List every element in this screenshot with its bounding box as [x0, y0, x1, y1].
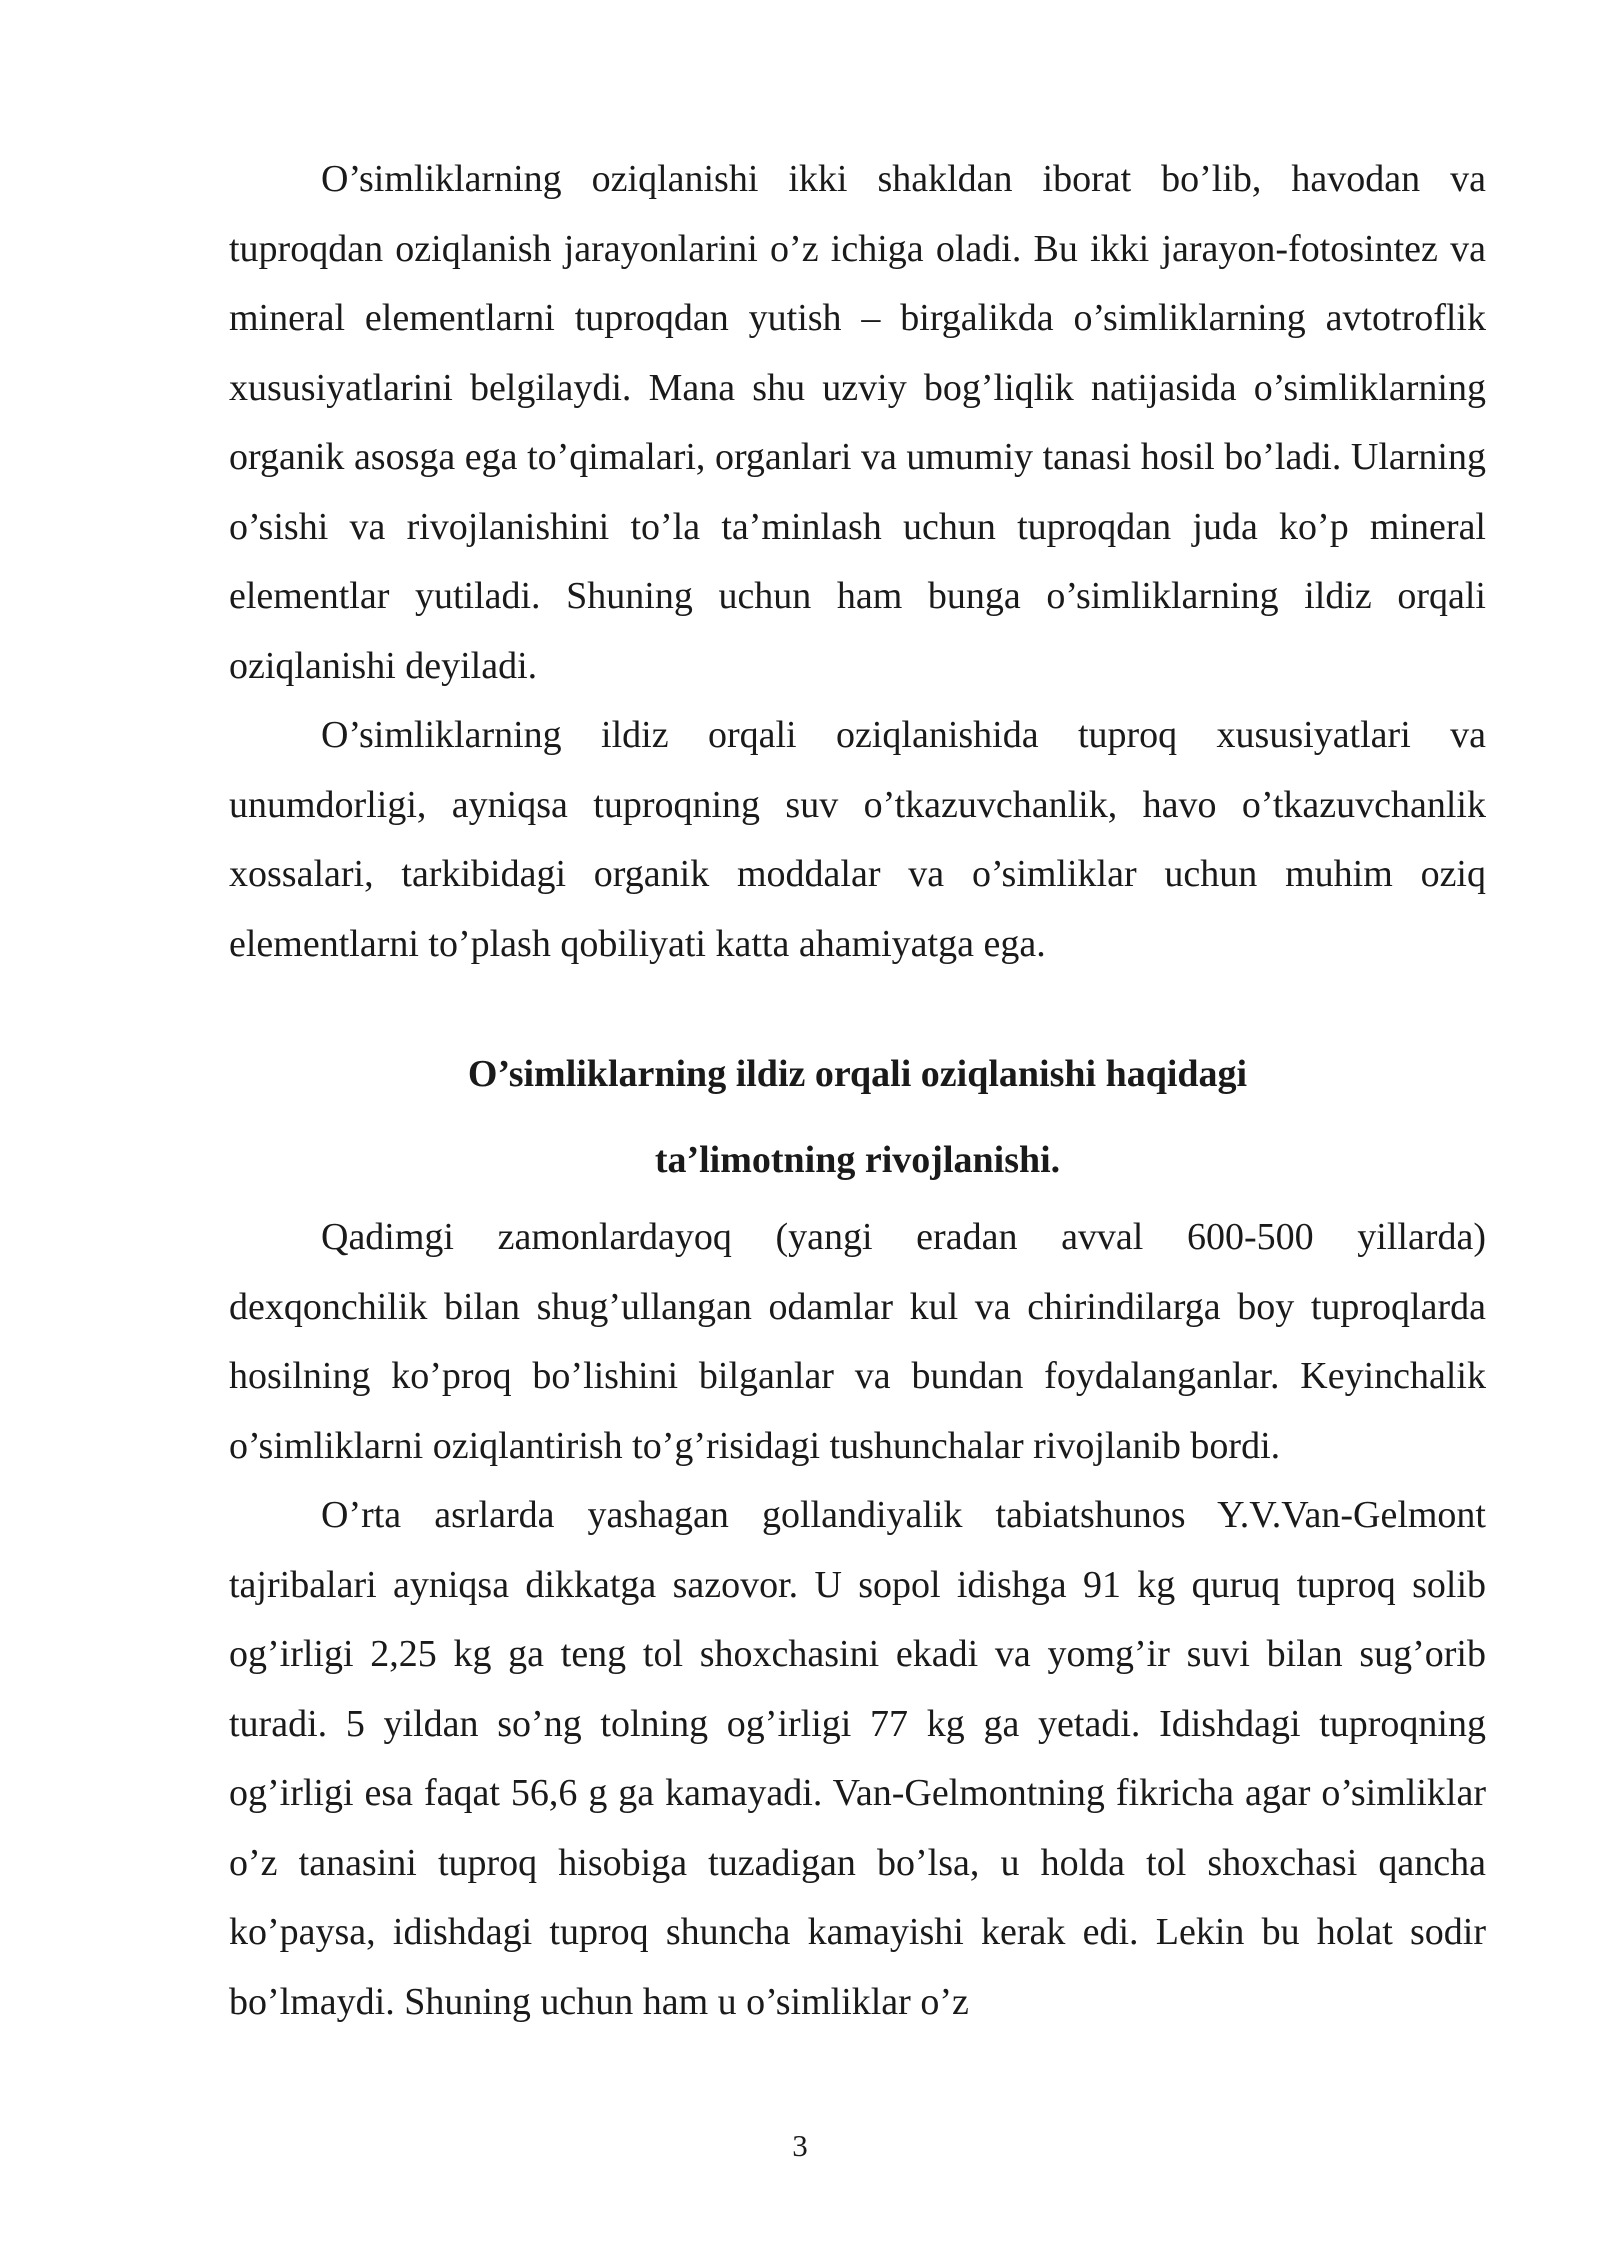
paragraph-van-gelmont: O’rta asrlarda yashagan gollandiyalik tabiatshunos Y.V.Van-Gelmont tajribalari ayniqsa dikkatga sazovor. U sopol idishga 91 kg quruq tuproq solib og’irligi 2,25 kg ga teng tol shoxchasini ekadi va yomg’ir suvi bilan sug’orib turadi. 5 yildan so’ng tolning og’irligi 77 kg ga yetadi. Idishdagi tuproqning og’irligi esa faqat 56,6 g ga kamayadi. Van-Gelmontning fikricha agar o’simliklar o’z tanasini tuproq hisobiga tuzadigan bo’lsa, u holda tol shoxchasi qancha ko’paysa, idishdagi tuproq shuncha kamayishi kerak edi. Lekin bu holat sodir bo’lmaydi. Shuning uchun ham u o’simliklar o’z — [229, 1494, 1486, 2023]
page-body — [229, 145, 1486, 2037]
section-heading — [229, 1031, 1486, 1203]
page-number: 3 — [792, 2128, 808, 2163]
paragraph-ancient-times: Qadimgi zamonlardayoq (yangi eradan avval 600-500 yillarda) dexqonchilik bilan shug’ullangan odamlar kul va chirindilarga boy tuproqlarda hosilning ko’proq bo’lishini bilganlar va bundan foydalanganlar. Keyinchalik o’simliklarni oziqlantirish to’g’risidagi tushunchalar rivojlanib bordi. — [229, 1216, 1486, 1467]
paragraph-intro: O’simliklarning oziqlanishi ikki shakldan iborat bo’lib, havodan va tuproqdan oziqlanish jarayonlarini o’z ichiga oladi. Bu ikki jarayon-fotosintez va mineral elementlarni tuproqdan yutish – birgalikda o’simliklarning avtotroflik xususiyatlarini belgilaydi. Mana shu uzviy bog’liqlik natijasida o’simliklarning organik asosga ega to’qimalari, organlari va umumiy tanasi hosil bo’ladi. Ularning o’sishi va rivojlanishini to’la ta’minlash uchun tuproqdan juda ko’p mineral elementlar yutiladi. Shuning uchun ham bunga o’simliklarning ildiz orqali oziqlanishi deyiladi. — [229, 158, 1486, 687]
section-heading-line-1: O’simliklarning ildiz orqali oziqlanishi haqidagi — [467, 1053, 1248, 1095]
paragraph-root-nutrition: O’simliklarning ildiz orqali oziqlanishida tuproq xususiyatlari va unumdorligi, ayniqsa tuproqning suv o’tkazuvchanlik, havo o’tkazuvchanlik xossalari, tarkibidagi organik moddalar va o’simliklar uchun muhim oziq elementlarni to’plash qobiliyati katta ahamiyatga ega. — [229, 714, 1486, 965]
section-heading-line-2: ta’limotning rivojlanishi. — [654, 1139, 1061, 1181]
